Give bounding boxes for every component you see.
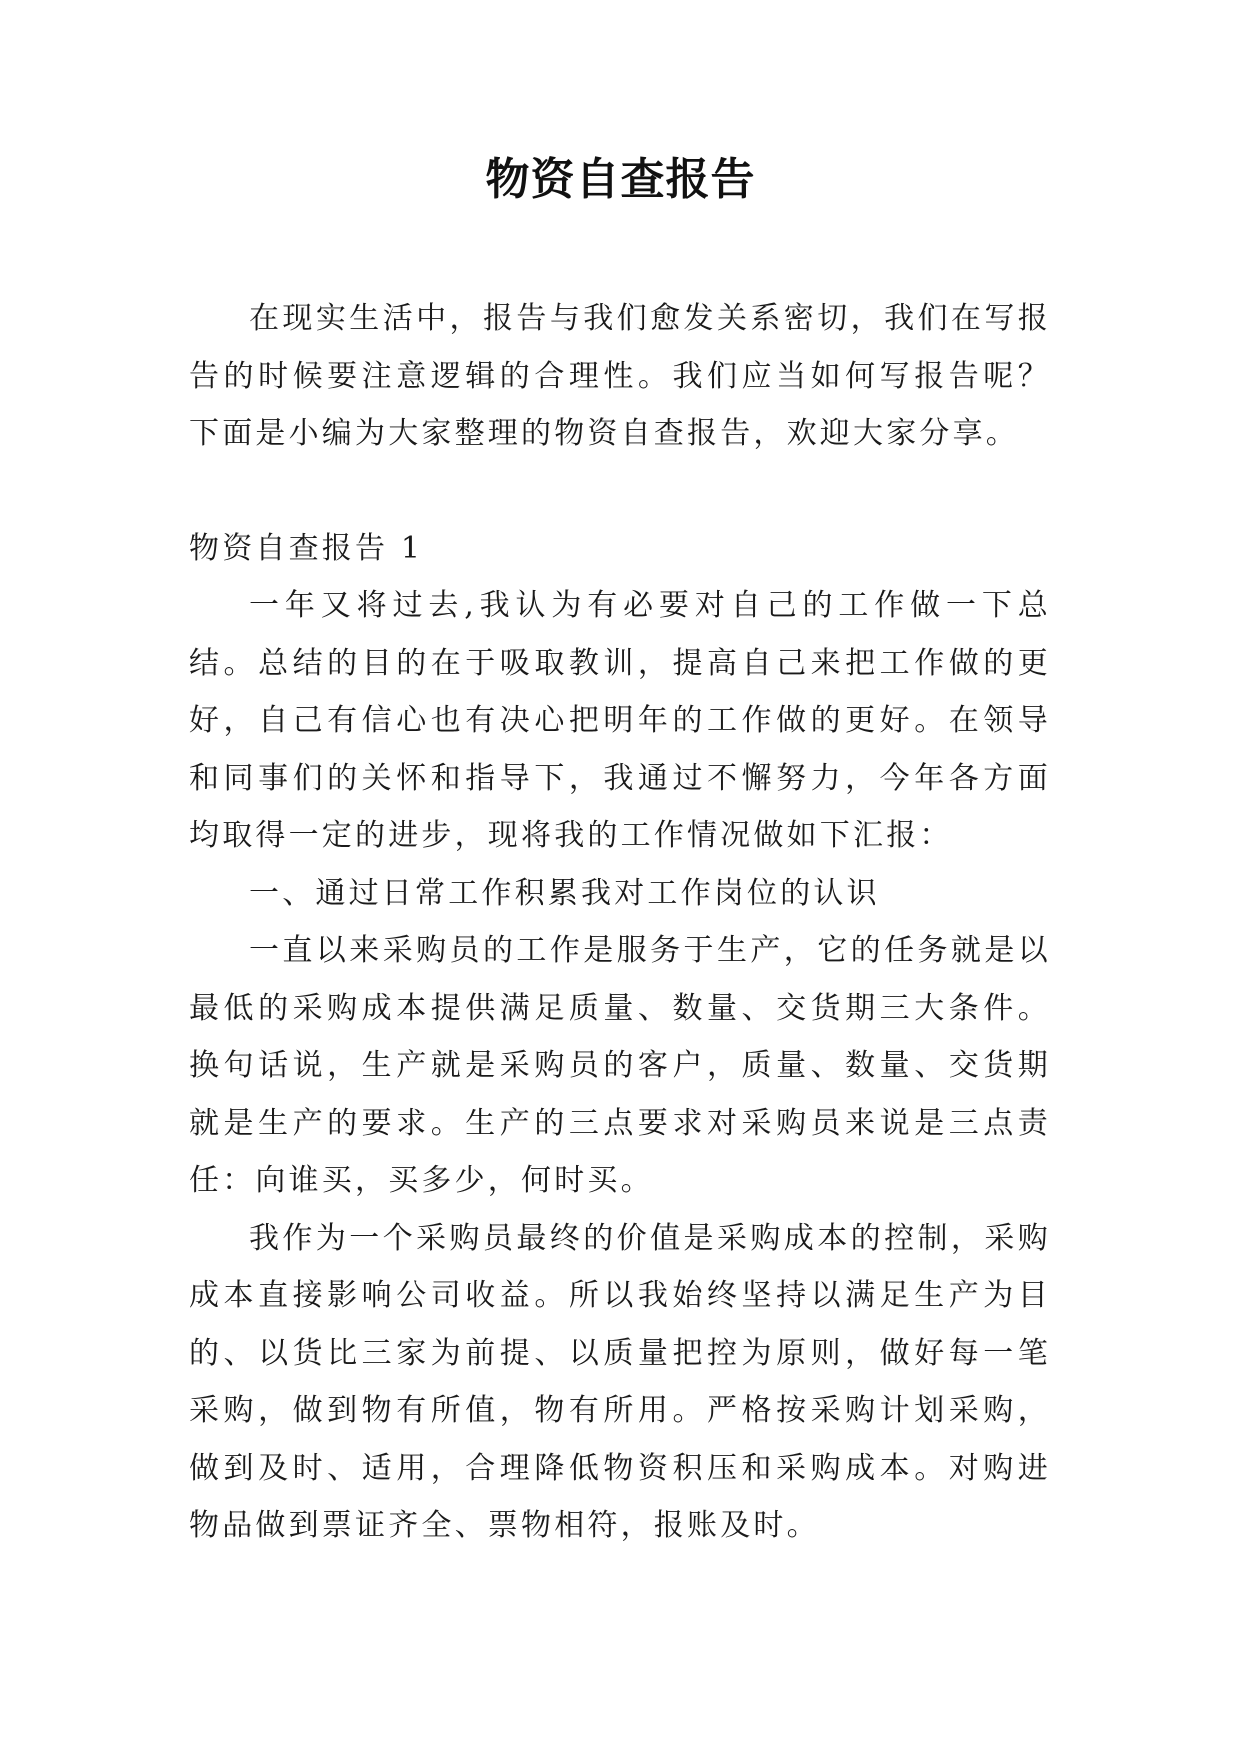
- paragraph-summary: 一年又将过去,我认为有必要对自己的工作做一下总结。总结的目的在于吸取教训，提高自己来把工作做的更好，自己有信心也有决心把明年的工作做的更好。在领导和同事们的关怀和指导下，我通过不懈努力，今年各方面均取得一定的进步，现将我的工作情况做如下汇报：: [189, 588, 1051, 853]
- paragraph-cost-control: 我作为一个采购员最终的价值是采购成本的控制，采购成本直接影响公司收益。所以我始终坚持以满足生产为目的、以货比三家为前提、以质量把控为原则，做好每一笔采购，做到物有所值，物有所用。严格按采购计划采购，做到及时、适用，合理降低物资积压和采购成本。对购进物品做到票证齐全、票物相符，报账及时。: [189, 1220, 1051, 1543]
- section-title: 物资自查报告 1: [189, 530, 424, 566]
- intro-paragraph: 在现实生活中，报告与我们愈发关系密切，我们在写报告的时候要注意逻辑的合理性。我们应当如何写报告呢？下面是小编为大家整理的物资自查报告，欢迎大家分享。: [189, 301, 1051, 451]
- section-spacer: [189, 463, 1051, 520]
- document-body: [189, 290, 1051, 1555]
- paragraph-purchasing-role: 一直以来采购员的工作是服务于生产，它的任务就是以最低的采购成本提供满足质量、数量、交货期三大条件。换句话说，生产就是采购员的客户，质量、数量、交货期就是生产的要求。生产的三点要求对采购员来说是三点责任：向谁买，买多少，何时买。: [189, 933, 1051, 1198]
- document-title: 物资自查报告: [485, 154, 756, 205]
- subheading-job-understanding: 一、通过日常工作积累我对工作岗位的认识: [249, 875, 880, 911]
